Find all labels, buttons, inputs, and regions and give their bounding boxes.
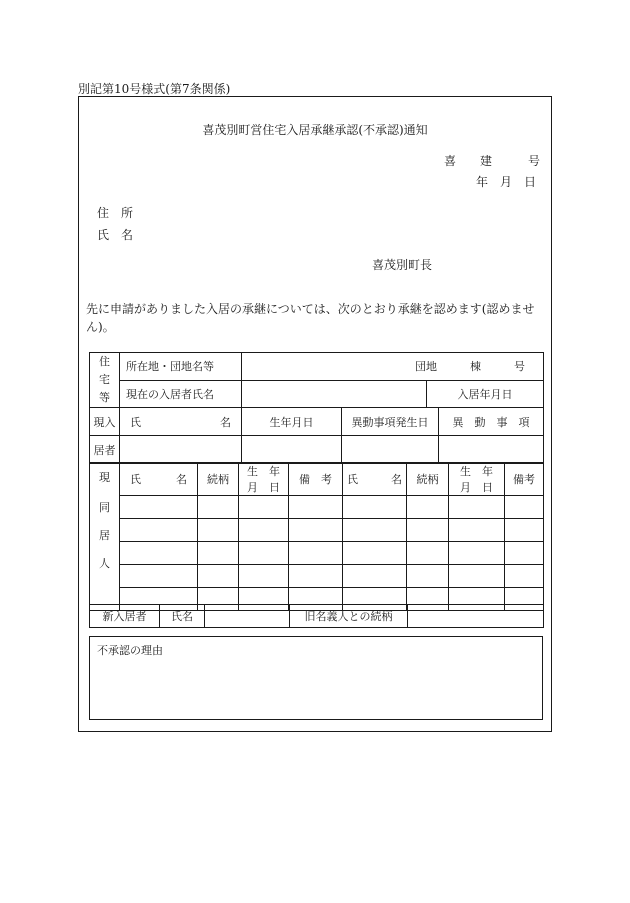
name-label: 氏 名 bbox=[97, 228, 134, 242]
cohabitants-table bbox=[89, 462, 544, 611]
form-number: 別記第10号様式(第7条関係) bbox=[78, 82, 231, 96]
occupant-change-field[interactable] bbox=[439, 436, 544, 464]
change-header: 異 動 事 項 bbox=[439, 408, 544, 436]
current-occupant-name-label: 現在の入居者氏名 bbox=[120, 380, 242, 408]
new-occupant-relation-label: 旧名義人との続柄 bbox=[290, 605, 408, 628]
rejection-reason-box[interactable] bbox=[89, 636, 543, 720]
document-number: 喜 建 号 bbox=[444, 154, 541, 168]
new-occupant-relation-field[interactable] bbox=[408, 605, 544, 628]
current-occupant-name-field[interactable] bbox=[242, 380, 427, 408]
cohabitants-label: 現 同 居 人 bbox=[90, 463, 120, 611]
cohabitant-row bbox=[90, 519, 544, 542]
cohabitant-row bbox=[90, 496, 544, 519]
move-in-date-label: 入居年月日 bbox=[427, 380, 544, 408]
birthdate-header: 生年月日 bbox=[242, 408, 342, 436]
current-occupant-label-b: 居者 bbox=[90, 436, 120, 464]
new-occupant-table bbox=[89, 604, 544, 628]
cohabitant-row bbox=[90, 565, 544, 588]
cohabitant-remarks-header-2: 備考 bbox=[505, 463, 544, 496]
cohabitant-birth-header-1: 生 年 月 日 bbox=[239, 463, 289, 496]
cohabitant-birth-header-2: 生 年 月 日 bbox=[449, 463, 505, 496]
current-occupant-label-a: 現入 bbox=[90, 408, 120, 436]
housing-table bbox=[89, 352, 544, 464]
location-label: 所在地・団地名等 bbox=[120, 353, 242, 381]
occupant-change-date-field[interactable] bbox=[342, 436, 439, 464]
cohabitant-remarks-header-1: 備 考 bbox=[289, 463, 343, 496]
document-title: 喜茂別町営住宅入居承継承認(不承認)通知 bbox=[202, 123, 428, 137]
new-occupant-name-field[interactable] bbox=[205, 605, 290, 628]
cohabitant-relation-header-1: 続柄 bbox=[198, 463, 239, 496]
issue-date: 年 月 日 bbox=[476, 175, 537, 189]
new-occupant-name-label: 氏名 bbox=[160, 605, 205, 628]
occupant-birthdate-field[interactable] bbox=[242, 436, 342, 464]
notice-body: 先に申請がありました入居の承継については、次のとおり承継を認めます(認めません)。 bbox=[86, 302, 535, 334]
rejection-reason-label: 不承認の理由 bbox=[97, 644, 163, 657]
cohabitant-name-header-2: 氏 名 bbox=[343, 463, 407, 496]
occupant-name-header: 氏 名 bbox=[120, 408, 242, 436]
address-label: 住 所 bbox=[97, 206, 134, 220]
housing-label: 住 宅 等 bbox=[90, 353, 120, 408]
cohabitant-row bbox=[90, 542, 544, 565]
new-occupant-label: 新入居者 bbox=[90, 605, 160, 628]
change-date-header: 異動事項発生日 bbox=[342, 408, 439, 436]
issuer: 喜茂別町長 bbox=[372, 258, 433, 272]
unit-label: 団地 棟 号 bbox=[242, 353, 544, 381]
cohabitant-relation-header-2: 続柄 bbox=[407, 463, 449, 496]
occupant-name-field[interactable] bbox=[120, 436, 242, 464]
cohabitant-name-header-1: 氏 名 bbox=[120, 463, 198, 496]
